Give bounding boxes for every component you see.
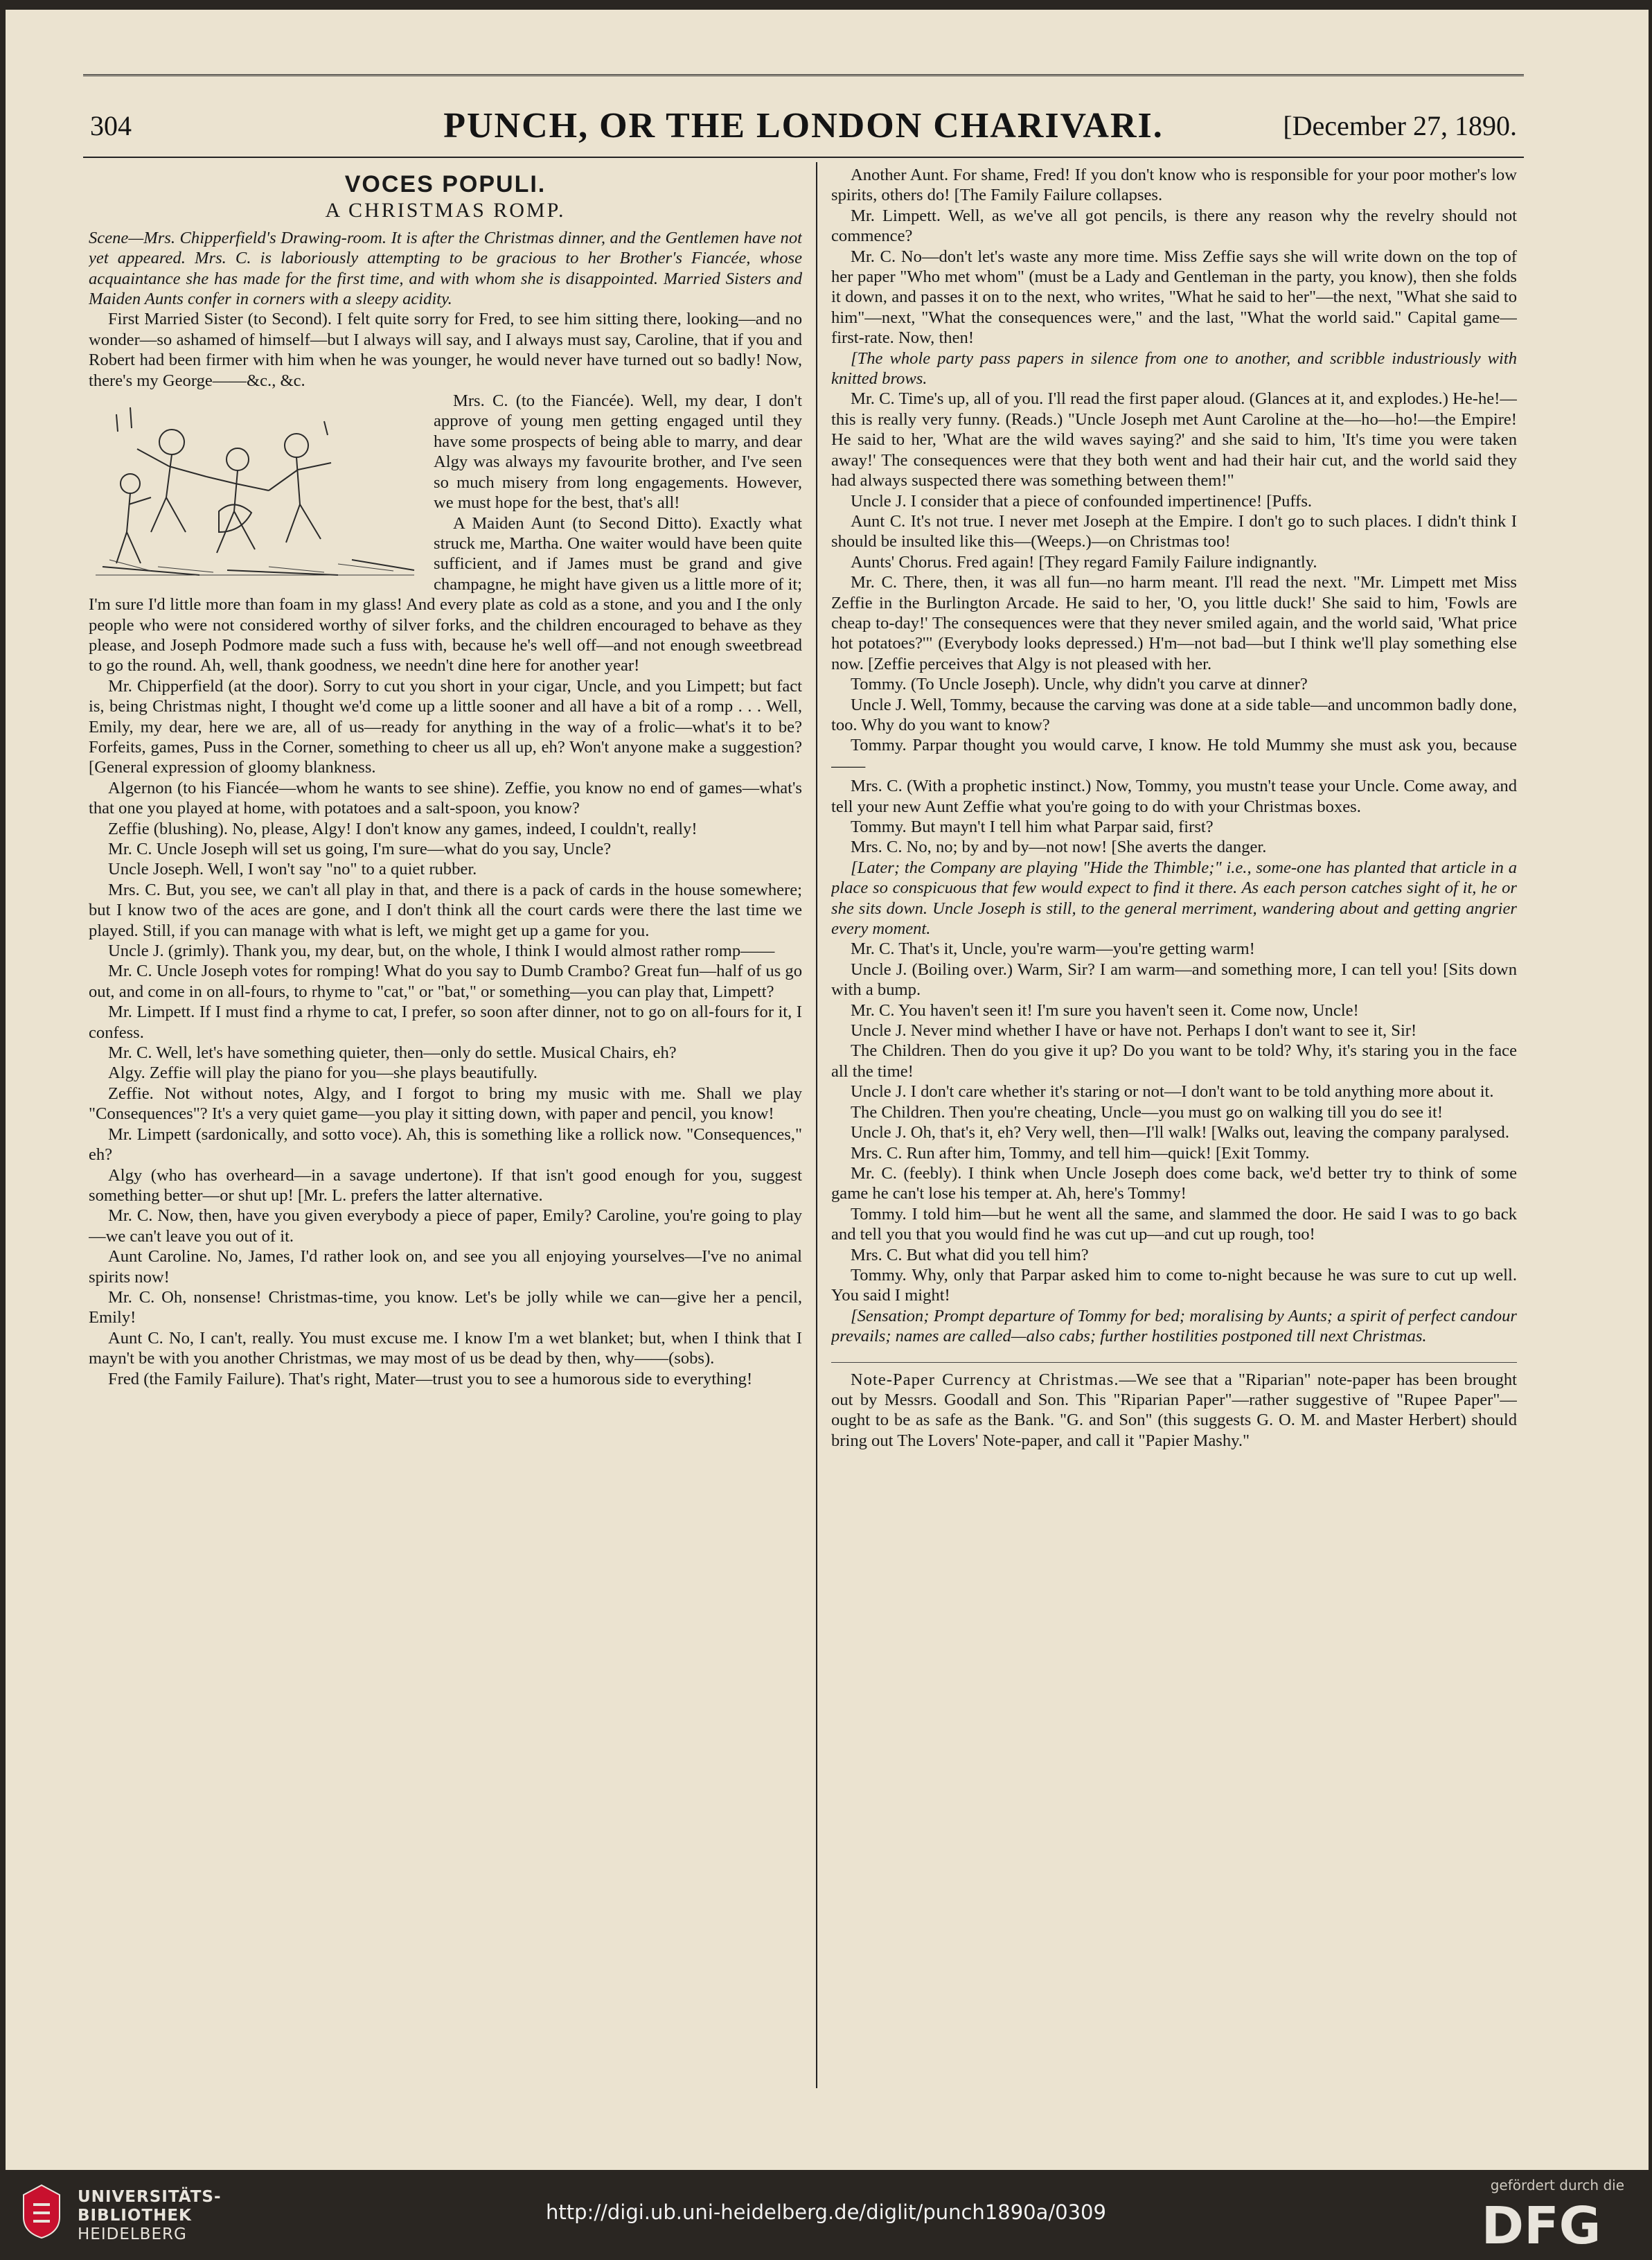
paragraph: A Maiden Aunt (to Second Ditto). Exactly what struck me, Martha. One waiter would have been quite sufficient, and if James must be grand and give champagne, he might have given us a little more of it; I'm sure I'd little more than foam in my glass! And every plate as cold as a stone, and you and I the only people who were not considered worthy of silver forks, and the children encouraged to behave as they please, and Joseph Podmore made such a fuss with, because he's well off—and not enough sweetbread to go the round. Ah, well, thank goodness, we needn't dine here for another year!	[89, 513, 802, 676]
paragraph: Tommy. I told him—but he went all the same, and slammed the door. He said I was to go back and tell you that you would find he was cut up—and cut up rough, too!	[831, 1204, 1517, 1244]
paragraph: Mr. C. Uncle Joseph votes for romping! What do you say to Dumb Crambo? Great fun—half of us go out, and come in on all-fours, to rhyme to "cat," or "bat," or something—you can play that, Limpett?	[89, 962, 802, 1001]
column-divider	[816, 162, 817, 2088]
paragraph: Zeffie. Not without notes, Algy, and I forgot to bring my music with me. Shall we play "Consequences"? It's a very quiet game—you play it sitting down, with paper and pencil, you know!	[89, 1084, 802, 1124]
paragraph: Mrs. C. No, no; by and by—not now! [She averts the danger.	[851, 838, 1267, 857]
paragraph: Another Aunt. For shame, Fred! If you don't know who is responsible for your poor mother's low spirits, others do! [The Family Failure collapses.	[831, 166, 1517, 205]
paragraph: Uncle J. I consider that a piece of confounded impertinence! [Puffs.	[851, 491, 1313, 511]
paragraph: Tommy. Why, only that Parpar asked him to come to-night because he was sure to cut up well. You said I might!	[831, 1265, 1517, 1305]
paragraph: Mrs. C. (With a prophetic instinct.) Now, Tommy, you mustn't tease your Uncle. Come away, and tell your new Aunt Zeffie what you're going to do with your Christmas boxes.	[831, 777, 1517, 816]
paragraph: Mr. C. Well, let's have something quieter, then—only do settle. Musical Chairs, eh?	[108, 1043, 677, 1063]
paragraph: Mr. C. Uncle Joseph will set us going, I'm sure—what do you say, Uncle?	[108, 840, 612, 858]
paragraph: Mr. C. Now, then, have you given everybody a piece of paper, Emily? Caroline, you're going to play—we can't leave you out of it.	[89, 1206, 802, 1246]
paragraph: Algy (who has overheard—in a savage undertone). If that isn't good enough for you, suggest something better—or shut up! [Mr. L. prefers the latter alternative.	[89, 1165, 802, 1205]
paragraph: Mr. C. No—don't let's waste any more time. Miss Zeffie says she will write down on the top of her paper "Who met whom" (must be a Lady and Gentleman in the party, you know), then she folds it down, and passes it on to the next, who writes, "What he said to her"—the next, "What she said to him"—next, "What the consequences were," and the last, "What the world said." Capital game—first-rate. Now, then!	[831, 247, 1517, 348]
paragraph: Uncle J. Well, Tommy, because the carving was done at a side table—and uncommon badly done, too. Why do you want to know?	[831, 695, 1517, 734]
stage-direction: [Sensation; Prompt departure of Tommy for bed; moralising by Aunts; a spirit of perfect candour prevails; names are called—also cabs; further hostilities postponed till next Christmas.	[831, 1306, 1517, 1346]
header-rule	[83, 157, 1524, 158]
paragraph: Mr. C. Time's up, all of you. I'll read the first paper aloud. (Glances at it, and explodes.) He-he!—this is really very funny. (Reads.) "Uncle Joseph met Aunt Caroline at the—ho—ho!—the Empire! He said to her, 'What are the wild waves saying?' and she said to him, 'It's time you were taken away!' The consequences were that they both went and had their hair cut, and the world said they had always suspected there was something between them!"	[831, 389, 1517, 491]
paragraph: Mr. C. That's it, Uncle, you're warm—you're getting warm!	[851, 939, 1255, 959]
funded-by-label: gefördert durch die	[1490, 2177, 1624, 2193]
left-column	[89, 165, 802, 2091]
paragraph: Aunts' Chorus. Fred again! [They regard Family Failure indignantly.	[851, 552, 1317, 572]
paragraph: Mr. C. (feebly). I think when Uncle Joseph does come back, we'd better try to think of some game he can't lose his temper at. Ah, here's Tommy!	[831, 1163, 1517, 1203]
paragraph: Zeffie (blushing). No, please, Algy! I don't know any games, indeed, I couldn't, really!	[108, 819, 698, 838]
masthead: PUNCH, OR THE LONDON CHARIVARI.	[443, 106, 1164, 145]
paragraph: Mrs. C. But what did you tell him?	[851, 1245, 1089, 1264]
stage-direction: [The whole party pass papers in silence from one to another, and scribble industriously with knitted brows.	[831, 348, 1517, 389]
issue-date: [December 27, 1890.	[1283, 110, 1517, 141]
paragraph: Aunt C. It's not true. I never met Joseph at the Empire. I don't go to such places. I didn't think I should be insulted like this—(Weeps.)—on Christmas too!	[831, 511, 1517, 551]
svg-text:DFG: DFG	[1481, 2196, 1601, 2252]
scene-direction: Scene—Mrs. Chipperfield's Drawing-room. It is after the Christmas dinner, and the Gentlemen have not yet appeared. Mrs. C. is laboriously attempting to be gracious to her Brother's Fiancée, whose acquaintance she has made for the first time, and with whom she is disappointed. Married Sisters and Maiden Aunts confer in corners with a sleepy acidity.	[89, 228, 802, 309]
romp-sketch-icon	[89, 394, 421, 581]
paragraph: Mr. Limpett (sardonically, and sotto voce). Ah, this is something like a rollick now. "Consequences," eh?	[89, 1124, 802, 1165]
stage-direction: [Later; the Company are playing "Hide the Thimble;" i.e., some-one has planted that article in a place so conspicuous that few would expect to find it there. As each person catches sight of it, he or she sits down. Uncle Joseph is still, to the general merriment, wandering about and getting angrier every moment.	[831, 858, 1517, 939]
article-title: VOCES POPULI.	[344, 171, 547, 197]
paragraph: Aunt C. No, I can't, really. You must excuse me. I know I'm a wet blanket; but, when I think that I mayn't be with you another Christmas, we may most of us be dead by then, why——(sobs).	[89, 1328, 802, 1368]
dancing-figures-illustration	[89, 394, 421, 581]
note-paragraph	[831, 1370, 1517, 1451]
paragraph: Uncle J. (Boiling over.) Warm, Sir? I am warm—and something more, I can tell you! [Sits down with a bump.	[831, 960, 1517, 1000]
paragraph: Uncle Joseph. Well, I won't say "no" to a quiet rubber.	[108, 860, 477, 879]
page-frame	[83, 74, 1524, 2096]
paragraph: Mr. Chipperfield (at the door). Sorry to cut you short in your cigar, Uncle, and you Limpett; but fact is, being Christmas night, I thought we'd come up a little sooner and all have a bit of a romp . . . Well, Emily, my dear, here we are, all of us—ready for anything in the way of a frolic—what's it to be? Forfeits, games, Puss in the Corner, something to cheer us all up, eh? Won't anyone make a suggestion? [General expression of gloomy blankness.	[89, 676, 802, 777]
paragraph: Mr. C. You haven't seen it! I'm sure you haven't seen it. Come now, Uncle!	[851, 1000, 1359, 1020]
paragraph: Tommy. Parpar thought you would carve, I know. He told Mummy she must ask you, because——	[831, 736, 1517, 775]
paragraph: First Married Sister (to Second). I felt quite sorry for Fred, to see him sitting there, looking—and no wonder—so ashamed of himself—but I always will say, and I always must say, Caroline, that if you and Robert had been firmer with him when he was younger, he would never have turned out so badly! Now, there's my George——&c., &c.	[89, 310, 802, 390]
paragraph: Mrs. C. (to the Fiancée). Well, my dear, I don't approve of young men getting engaged until they have some prospects of being able to marry, and dear Algy was always my favourite brother, and I've seen so much misery from long engagements. However, we must hope for the best, that's all!	[434, 391, 802, 513]
paragraph: Mr. Limpett. If I must find a rhyme to cat, I prefer, so soon after dinner, not to go on all-fours for it, I confess.	[89, 1003, 802, 1042]
viewer-footer-bar	[0, 2170, 1652, 2260]
paragraph: Mr. C. There, then, it was all fun—no harm meant. I'll read the next. "Mr. Limpett met Miss Zeffie in the Burlington Arcade. He said to her, 'O, you little duck!' She said to him, 'Fowls are cheap to-day!' The consequences were that they never smiled again, and the world said, 'What price hot potatoes?'" (Everybody looks depressed.) H'm—not bad—but I think we'll play something else now. [Zeffie perceives that Algy is not pleased with her.	[831, 573, 1517, 673]
paragraph: Algernon (to his Fiancée—whom he wants to see shine). Zeffie, you know no end of games—what's that one you played at home, with potatoes and a salt-spoon, you know?	[89, 778, 802, 818]
paragraph: Aunt Caroline. No, James, I'd rather look on, and see you all enjoying yourselves—I've no animal spirits now!	[89, 1247, 802, 1287]
paragraph: Tommy. But mayn't I tell him what Parpar said, first?	[851, 818, 1214, 836]
dfg-logo-icon	[1451, 2196, 1631, 2252]
paragraph: Algy. Zeffie will play the piano for you—she plays beautifully.	[108, 1063, 538, 1083]
library-name: UNIVERSITÄTS- BIBLIOTHEK HEIDELBERG	[78, 2188, 222, 2243]
paragraph: Fred (the Family Failure). That's right, Mater—trust you to see a humorous side to everything!	[108, 1369, 753, 1388]
paragraph: Uncle J. Never mind whether I have or have not. Perhaps I don't want to see it, Sir!	[851, 1021, 1417, 1041]
scanned-page	[6, 10, 1649, 2170]
paragraph: Mr. C. Oh, nonsense! Christmas-time, you know. Let's be jolly while we can—give her a pencil, Emily!	[89, 1287, 802, 1327]
paragraph: Uncle J. (grimly). Thank you, my dear, but, on the whole, I think I would almost rather romp——	[108, 942, 775, 961]
section-rule	[831, 1347, 1517, 1363]
article-subtitle: A CHRISTMAS ROMP.	[325, 199, 566, 222]
paragraph: Uncle J. Oh, that's it, eh? Very well, then—I'll walk! [Walks out, leaving the company paralysed.	[851, 1123, 1509, 1142]
note-body: —We see that a "Riparian" note-paper has been brought out by Messrs. Goodall and Son. This "Riparian Paper"—rather suggestive of "Rupee Paper"—ought to be as safe as the Bank. "G. and Son" (this suggests G. O. M. and Master Herbert) should bring out The Lovers' Note-paper, and call it "Papier Mashy."	[831, 1370, 1517, 1450]
paragraph: Mrs. C. Run after him, Tommy, and tell him—quick! [Exit Tommy.	[851, 1143, 1310, 1163]
paragraph: Mr. Limpett. Well, as we've all got pencils, is there any reason why the revelry should not commence?	[831, 206, 1517, 246]
paragraph: Uncle J. I don't care whether it's staring or not—I don't want to be told anything more about it.	[851, 1082, 1494, 1102]
page-number: 304	[90, 110, 132, 141]
paragraph: Mrs. C. But, you see, we can't all play in that, and there is a pack of cards in the house somewhere; but I know two of the aces are gone, and I don't think all the court cards were there the last time we played. Still, if you can manage with what is left, we might get up a game for you.	[89, 880, 802, 940]
paragraph: Tommy. (To Uncle Joseph). Uncle, why didn't you carve at dinner?	[851, 675, 1308, 694]
note-heading: Note-Paper Currency at Christmas.	[851, 1370, 1119, 1389]
permalink-url[interactable]: http://digi.ub.uni-heidelberg.de/diglit/punch1890a/0309	[546, 2200, 1106, 2224]
paragraph: The Children. Then do you give it up? Do you want to be told? Why, it's staring you in the face all the time!	[831, 1041, 1517, 1081]
running-header	[83, 105, 1524, 147]
paragraph: The Children. Then you're cheating, Uncle—you must go on walking till you do see it!	[851, 1102, 1444, 1122]
right-column	[831, 165, 1517, 2091]
